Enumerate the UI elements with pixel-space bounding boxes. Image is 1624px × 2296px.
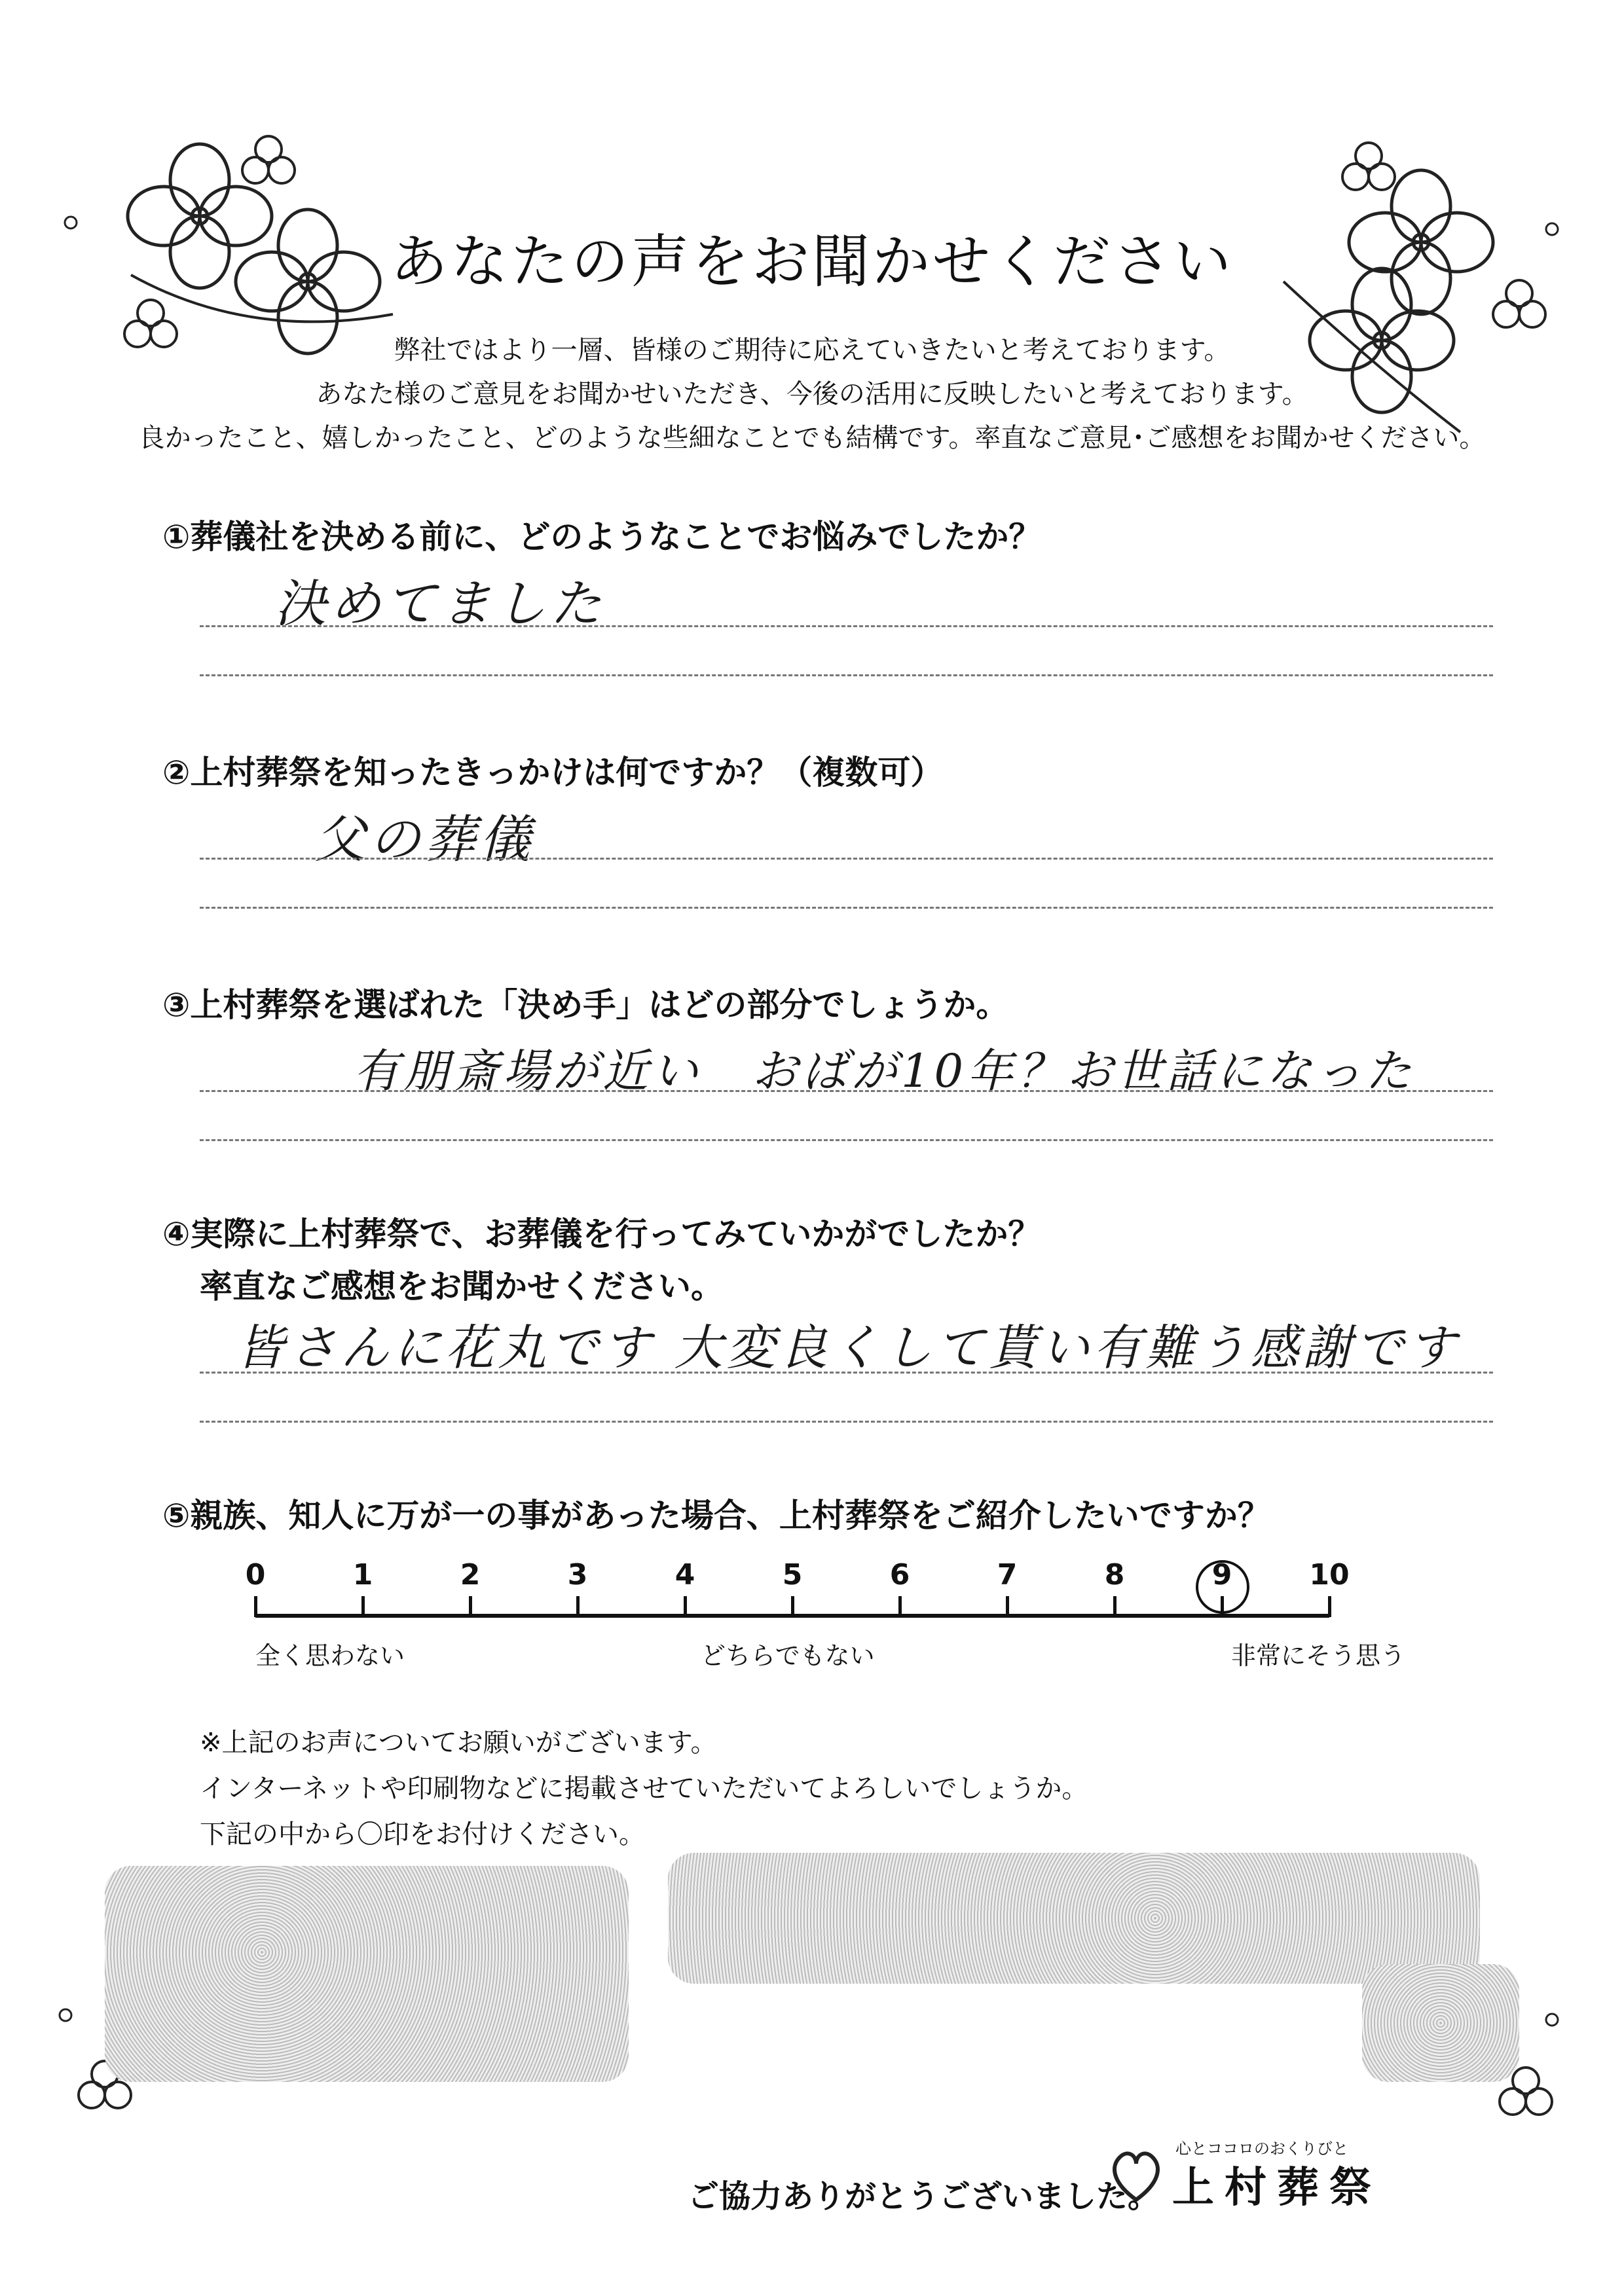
redacted-area bbox=[105, 1866, 629, 2082]
answer-line bbox=[200, 1090, 1493, 1092]
answer-line bbox=[200, 625, 1493, 627]
intro-line-3: 良かったこと、嬉しかったこと、どのような些細なことでも結構です。率直なご意見･ご感想をお聞かせください。 bbox=[138, 423, 1486, 453]
question-1-label: ①葬儀社を決める前に、どのようなことでお悩みでしたか？ bbox=[162, 518, 1042, 556]
scale-tick bbox=[1006, 1596, 1009, 1617]
question-4-answer: 皆さんに花丸です 大変良くして貰い有難う感謝です bbox=[236, 1320, 1460, 1376]
scale-number-6[interactable]: 6 bbox=[889, 1558, 910, 1592]
answer-line bbox=[200, 1372, 1493, 1374]
scale-tick bbox=[1328, 1596, 1331, 1617]
answer-line bbox=[200, 1139, 1493, 1141]
answer-line bbox=[200, 1421, 1493, 1423]
brand-tagline: 心とココロのおくりびと bbox=[1175, 2140, 1348, 2158]
answer-line bbox=[200, 674, 1493, 676]
scale-number-4[interactable]: 4 bbox=[674, 1558, 695, 1592]
note-line-1: ※上記のお声についてお願いがございます。 bbox=[200, 1728, 717, 1758]
question-3-label: ③上村葬祭を選ばれた「決め手」はどの部分でしょうか。 bbox=[162, 986, 1009, 1024]
scale-label-high: 非常にそう思う bbox=[1231, 1641, 1406, 1670]
scale-tick bbox=[1113, 1596, 1116, 1617]
scale-number-2[interactable]: 2 bbox=[460, 1558, 481, 1592]
answer-line bbox=[200, 907, 1493, 909]
scale-tick bbox=[469, 1596, 472, 1617]
scale-tick bbox=[684, 1596, 687, 1617]
redacted-area bbox=[668, 1853, 1480, 1984]
question-5-label: ⑤親族、知人に万が一の事があった場合、上村葬祭をご紹介したいですか？ bbox=[162, 1497, 1270, 1535]
scale-tick bbox=[361, 1596, 365, 1617]
scale-tick bbox=[791, 1596, 794, 1617]
scale-number-10[interactable]: 10 bbox=[1309, 1558, 1350, 1592]
question-3-answer: 有朋斎場が近い おばが10年？お世話になった bbox=[354, 1044, 1416, 1098]
question-4-label-2: 率直なご感想をお聞かせください。 bbox=[200, 1267, 724, 1305]
note-line-2: インターネットや印刷物などに掲載させていただいてよろしいでしょうか。 bbox=[200, 1774, 1088, 1804]
question-2-label: ②上村葬祭を知ったきっかけは何ですか？（複数可） bbox=[162, 754, 944, 792]
scale-label-mid: どちらでもない bbox=[701, 1641, 875, 1670]
scale-label-low: 全く思わない bbox=[255, 1641, 405, 1670]
scale-number-5[interactable]: 5 bbox=[782, 1558, 803, 1592]
scale-number-3[interactable]: 3 bbox=[567, 1558, 588, 1592]
clover-icon bbox=[242, 136, 295, 183]
redacted-area bbox=[1362, 1964, 1519, 2082]
scale-number-1[interactable]: 1 bbox=[352, 1558, 373, 1592]
question-1-answer: 決めてました bbox=[275, 575, 606, 634]
clover-icon bbox=[1342, 143, 1395, 190]
scale-tick bbox=[1221, 1596, 1224, 1617]
scale-tick bbox=[576, 1596, 580, 1617]
intro-line-1: 弊社ではより一層、皆様のご期待に応えていきたいと考えております。 bbox=[394, 335, 1230, 365]
page-title: あなたの声をお聞かせください bbox=[390, 228, 1234, 295]
question-4-label: ④実際に上村葬祭で、お葬儀を行ってみていかがでしたか？ bbox=[162, 1215, 1041, 1253]
answer-line bbox=[200, 858, 1493, 860]
brand-name: 上村葬祭 bbox=[1172, 2164, 1382, 2212]
thanks-message: ご協力ありがとうございました。 bbox=[688, 2178, 1160, 2215]
scale-number-7[interactable]: 7 bbox=[997, 1558, 1018, 1592]
scale-number-0[interactable]: 0 bbox=[245, 1558, 266, 1592]
note-line-3: 下記の中から〇印をお付けください。 bbox=[200, 1819, 645, 1850]
scale-tick bbox=[898, 1596, 902, 1617]
scale-number-9[interactable]: 9 bbox=[1211, 1558, 1232, 1592]
scale-tick bbox=[254, 1596, 257, 1617]
scale-number-8[interactable]: 8 bbox=[1104, 1558, 1125, 1592]
heart-logo-icon bbox=[1107, 2141, 1166, 2206]
intro-line-2: あなた様のご意見をお聞かせいただき、今後の活用に反映したいと考えております。 bbox=[316, 379, 1308, 409]
question-2-answer: 父の葬儀 bbox=[314, 811, 535, 869]
